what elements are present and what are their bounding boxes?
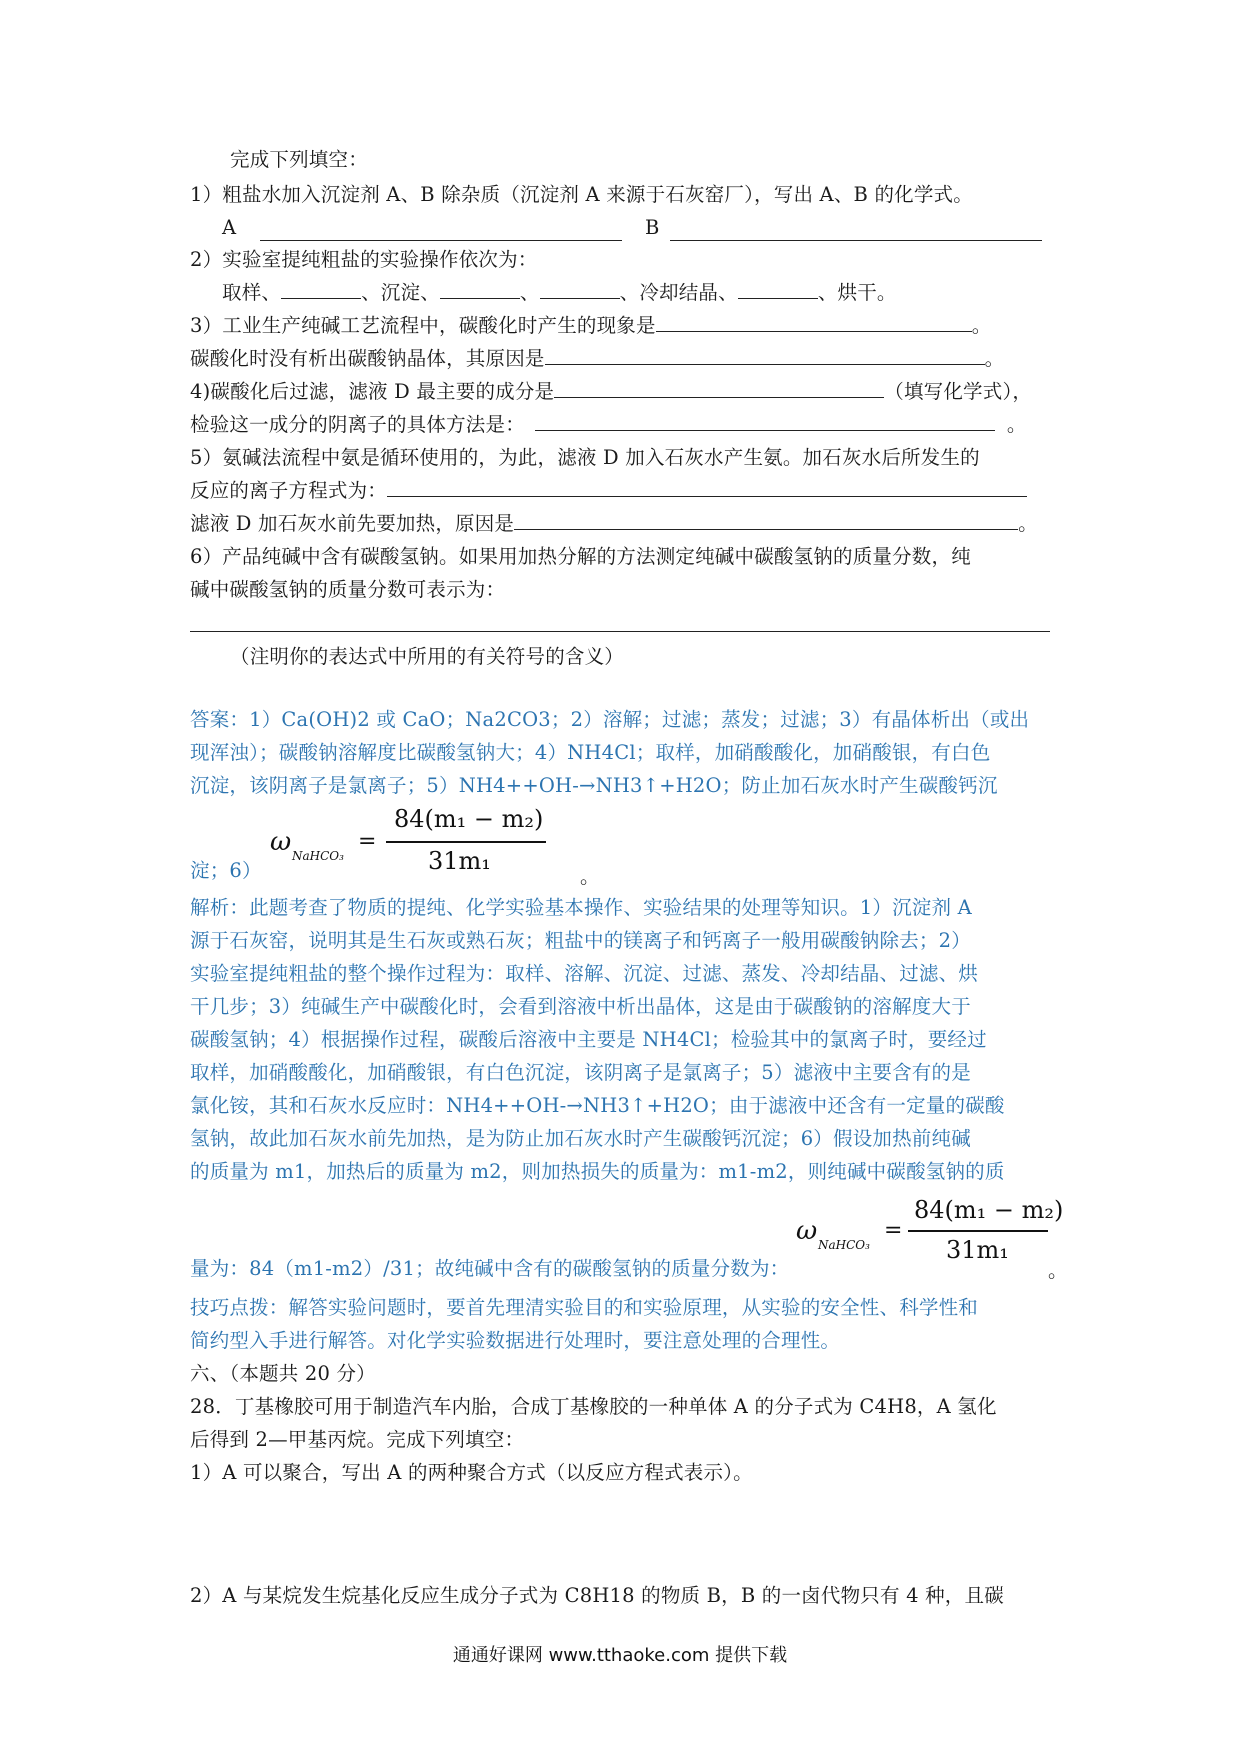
question-5a: 5）氨碱法流程中氨是循环使用的，为此，滤液 D 加入石灰水产生氨。加石灰水后所发生的 <box>190 446 980 469</box>
question-2-steps <box>222 278 897 308</box>
answer-blank-3a[interactable] <box>656 311 972 332</box>
answer-blank-5b[interactable] <box>387 476 1027 497</box>
analysis-line-9: 的质量为 m1，加热后的质量为 m2，则加热损失的质量为：m1-m2，则纯碱中碳酸氢钠的质 <box>190 1160 1005 1183</box>
fraction-denominator: 31m₁ <box>428 847 491 875</box>
fraction-numerator: 84(m₁ − m₂) <box>394 805 544 833</box>
answer-blank-4b[interactable] <box>535 410 995 431</box>
answer-line-3: 沉淀，该阴离子是氯离子；5）NH4++OH-→NH3↑+H2O；防止加石灰水时产生碳酸钙沉 <box>190 774 998 797</box>
fraction-bar-2 <box>908 1230 1048 1232</box>
question-28-line-1: 28．丁基橡胶可用于制造汽车内胎，合成丁基橡胶的一种单体 A 的分子式为 C4H8，A 氢化 <box>190 1395 997 1418</box>
question-1: 1）粗盐水加入沉淀剂 A、B 除杂质（沉淀剂 A 来源于石灰窑厂），写出 A、B 的化学式。 <box>190 183 973 206</box>
fraction-denominator-2: 31m₁ <box>946 1236 1009 1264</box>
question-4b <box>190 410 1027 440</box>
answer-blank-b[interactable] <box>670 220 1042 241</box>
page-footer: 通通好课网 www.tthaoke.com 提供下载 <box>452 1645 788 1666</box>
step-blank-4[interactable] <box>738 278 818 299</box>
answer-line-4: 淀；6） <box>190 859 262 882</box>
analysis-line-2: 源于石灰窑，说明其是生石灰或熟石灰；粗盐中的镁离子和钙离子一般用碳酸钠除去；2） <box>190 929 971 952</box>
question-3b-end: 。 <box>984 347 1005 370</box>
note-text: （注明你的表达式中所用的有关符号的含义） <box>230 645 625 668</box>
question-4b-end: 。 <box>1006 413 1027 436</box>
analysis-line-10: 量为：84（m1-m2）/31；故纯碱中含有的碳酸氢钠的质量分数为： <box>190 1257 790 1280</box>
question-4a <box>190 377 1032 407</box>
answer-line-4-end: 。 <box>580 865 600 888</box>
question-6b: 碱中碳酸氢钠的质量分数可表示为： <box>190 578 506 601</box>
question-28-part-1: 1）A 可以聚合，写出 A 的两种聚合方式（以反应方程式表示）。 <box>190 1461 753 1484</box>
answer-blank-3b[interactable] <box>545 344 985 365</box>
answer-blank-6[interactable] <box>190 611 1050 632</box>
analysis-line-3: 实验室提纯粗盐的整个操作过程为：取样、溶解、沉淀、过滤、蒸发、冷却结晶、过滤、烘 <box>190 962 979 985</box>
step-text-5: 、烘干。 <box>817 281 897 304</box>
question-3a-text: 3）工业生产纯碱工艺流程中，碳酸化时产生的现象是 <box>190 314 656 337</box>
question-28-line-2: 后得到 2—甲基丙烷。完成下列填空： <box>190 1428 525 1451</box>
question-3b <box>190 344 1004 374</box>
question-1-label-b: B <box>645 216 660 239</box>
step-text-2: 、沉淀、 <box>361 281 440 304</box>
step-blank-1[interactable] <box>281 278 361 299</box>
step-text-4: 、冷却结晶、 <box>619 281 738 304</box>
step-blank-2[interactable] <box>440 278 520 299</box>
question-4a-end: （填写化学式）， <box>884 380 1033 403</box>
answer-line-1: 答案：1）Ca(OH)2 或 CaO；Na2CO3；2）溶解；过滤；蒸发；过滤；3）有晶体析出（或出 <box>190 708 1030 731</box>
question-5c <box>190 509 1038 539</box>
fraction-bar <box>386 841 546 843</box>
omega-subscript-2: NaHCO₃ <box>818 1238 870 1252</box>
omega-subscript: NaHCO₃ <box>292 849 344 863</box>
analysis-line-1: 解析：此题考查了物质的提纯、化学实验基本操作、实验结果的处理等知识。1）沉淀剂 A <box>190 896 972 919</box>
question-3a-end: 。 <box>971 314 992 337</box>
tips-line-1: 技巧点拨：解答实验问题时，要首先理清实验目的和实验原理，从实验的安全性、科学性和 <box>190 1296 979 1319</box>
tips-line-2: 简约型入手进行解答。对化学实验数据进行处理时，要注意处理的合理性。 <box>190 1329 841 1352</box>
fraction-numerator-2: 84(m₁ − m₂) <box>914 1196 1064 1224</box>
question-3b-text: 碳酸化时没有析出碳酸钠晶体，其原因是 <box>190 347 545 370</box>
answer-blank-a[interactable] <box>260 220 622 241</box>
question-4a-text: 4)碳酸化后过滤，滤液 D 最主要的成分是 <box>190 380 555 403</box>
question-5c-text: 滤液 D 加石灰水前先要加热，原因是 <box>190 512 515 535</box>
answer-blank-4a[interactable] <box>554 377 884 398</box>
step-text-3: 、 <box>519 281 540 304</box>
question-5b-text: 反应的离子方程式为： <box>190 479 388 502</box>
section-six-heading: 六、（本题共 20 分） <box>190 1362 376 1385</box>
step-text-1: 取样、 <box>222 281 282 304</box>
analysis-line-4: 干几步；3）纯碱生产中碳酸化时，会看到溶液中析出晶体，这是由于碳酸钠的溶解度大于 <box>190 995 971 1018</box>
mass-fraction-formula-2 <box>796 1196 1064 1276</box>
mass-fraction-formula-1 <box>270 805 560 885</box>
intro-text: 完成下列填空： <box>230 148 368 171</box>
omega-symbol-2: ω <box>796 1216 818 1246</box>
analysis-line-10-end: 。 <box>1048 1259 1068 1282</box>
equals-sign-2: = <box>884 1218 903 1243</box>
omega-symbol: ω <box>270 827 292 857</box>
question-5b <box>190 476 1027 506</box>
question-1-label-a: A <box>222 216 237 239</box>
equals-sign: = <box>358 829 377 854</box>
analysis-line-8: 氢钠，故此加石灰水前先加热，是为防止加石灰水时产生碳酸钙沉淀；6）假设加热前纯碱 <box>190 1127 971 1150</box>
question-3a <box>190 311 991 341</box>
question-28-part-2: 2）A 与某烷发生烷基化反应生成分子式为 C8H18 的物质 B，B 的一卤代物只有 4 种，且碳 <box>190 1584 1004 1607</box>
answer-line-2: 现浑浊）；碳酸钠溶解度比碳酸氢钠大；4）NH4Cl；取样，加硝酸酸化，加硝酸银，有白色 <box>190 741 991 764</box>
question-6a: 6）产品纯碱中含有碳酸氢钠。如果用加热分解的方法测定纯碱中碳酸氢钠的质量分数，纯 <box>190 545 971 568</box>
answer-blank-5c[interactable] <box>514 509 1018 530</box>
question-2: 2）实验室提纯粗盐的实验操作依次为： <box>190 248 538 271</box>
analysis-line-7: 氯化铵，其和石灰水反应时：NH4++OH-→NH3↑+H2O；由于滤液中还含有一定量的碳酸 <box>190 1094 1005 1117</box>
step-blank-3[interactable] <box>540 278 620 299</box>
analysis-line-6: 取样，加硝酸酸化，加硝酸银，有白色沉淀，该阴离子是氯离子；5）滤液中主要含有的是 <box>190 1061 971 1084</box>
question-5c-end: 。 <box>1018 512 1038 535</box>
analysis-line-5: 碳酸氢钠；4）根据操作过程，碳酸后溶液中主要是 NH4Cl；检验其中的氯离子时，要经过 <box>190 1028 987 1051</box>
question-4b-text: 检验这一成分的阴离子的具体方法是： <box>190 413 525 436</box>
